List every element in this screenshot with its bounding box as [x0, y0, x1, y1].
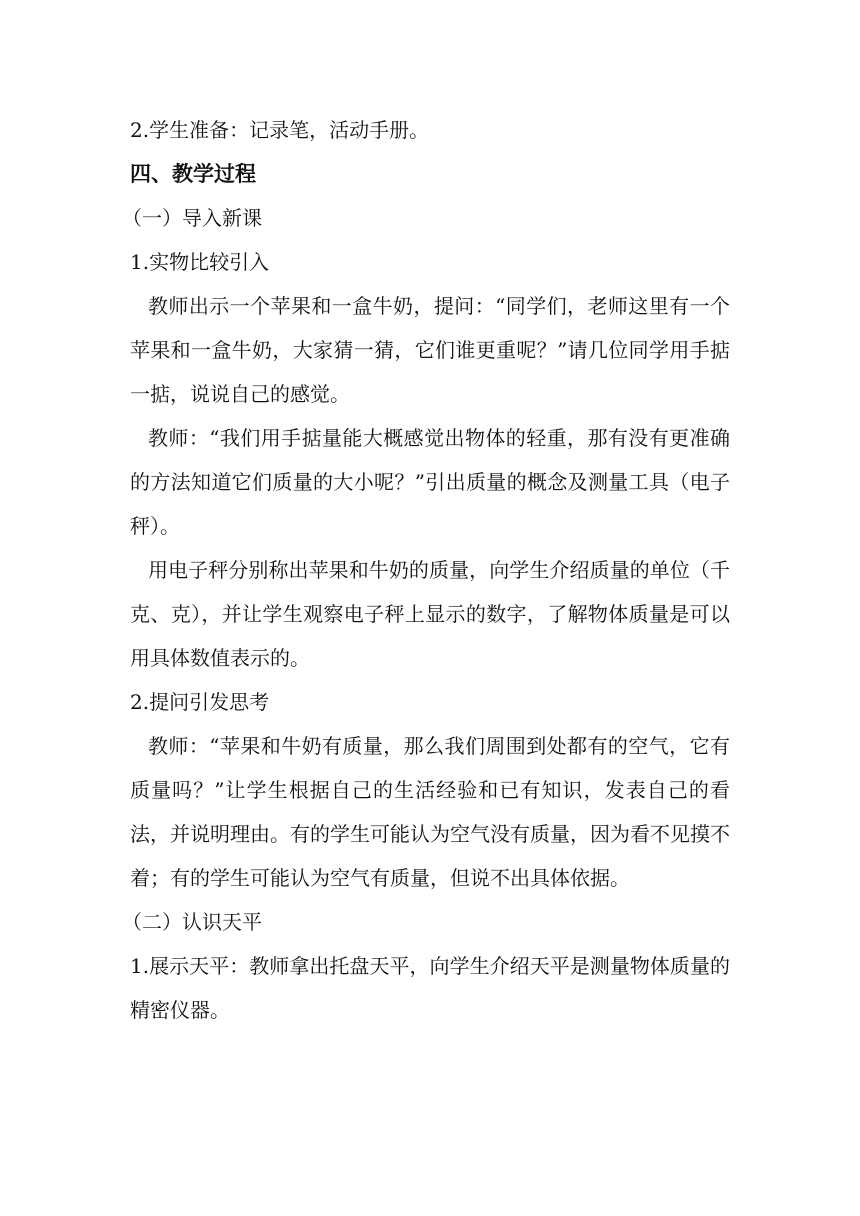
paragraph-electronic-scale: 用电子秤分别称出苹果和牛奶的质量，向学生介绍质量的单位（千克、克），并让学生观察电子秤上显示的数字，了解物体质量是可以用具体数值表示的。 — [130, 558, 730, 670]
section-title: 四、教学过程 — [130, 162, 256, 186]
paragraph-show-balance: 1.展示天平：教师拿出托盘天平，向学生介绍天平是测量物体质量的精密仪器。 — [130, 954, 730, 1022]
part2-title: （二）认识天平 — [122, 910, 262, 934]
paragraph-teacher-question: 教师：“我们用手掂量能大概感觉出物体的轻重，那有没有更准确的方法知道它们质量的大小呢？”引出质量的概念及测量工具（电子秤）。 — [130, 426, 730, 538]
part1-title: （一）导入新课 — [122, 206, 262, 230]
student-prep-line: 2.学生准备：记录笔，活动手册。 — [130, 118, 430, 142]
paragraph-air-mass: 教师：“苹果和牛奶有质量，那么我们周围到处都有的空气，它有质量吗？”让学生根据自己的生活经验和已有知识，发表自己的看法，并说明理由。有的学生可能认为空气没有质量，因为看不见摸不着；有的学生可能认为空气有质量，但说不出具体依据。 — [130, 734, 730, 890]
item1-title: 1.实物比较引入 — [130, 250, 270, 274]
item2-title: 2.提问引发思考 — [130, 690, 270, 714]
document-page — [122, 108, 730, 1032]
paragraph-intro-apple-milk: 教师出示一个苹果和一盒牛奶，提问：“同学们，老师这里有一个苹果和一盒牛奶，大家猜一猜，它们谁更重呢？”请几位同学用手掂一掂，说说自己的感觉。 — [130, 294, 730, 406]
